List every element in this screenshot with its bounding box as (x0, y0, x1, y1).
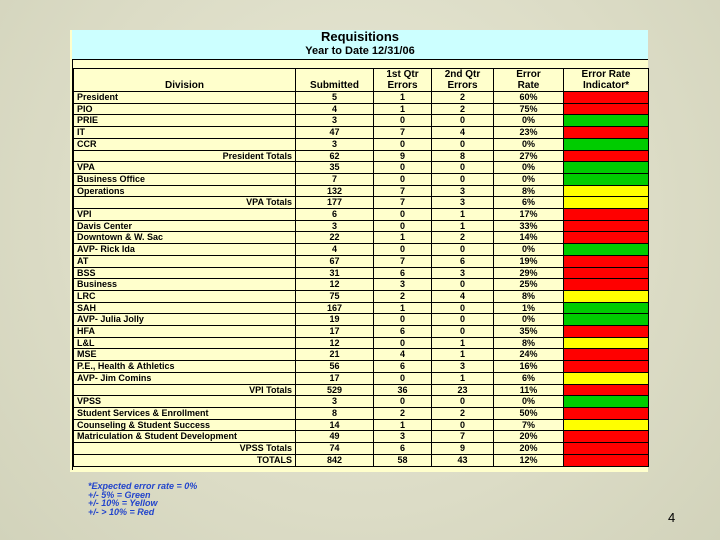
table-row (74, 255, 649, 267)
rate-cell: 8% (494, 185, 564, 197)
header-error-rate: Error Rate (494, 69, 564, 92)
q1-cell: 9 (374, 150, 432, 162)
table-row (74, 127, 649, 139)
table-row (74, 197, 649, 209)
q1-cell: 7 (374, 197, 432, 209)
division-cell: AVP- Julia Jolly (74, 314, 296, 326)
indicator-green (564, 314, 649, 326)
q2-cell: 0 (432, 314, 494, 326)
submitted-cell: 35 (296, 162, 374, 174)
table-row (74, 232, 649, 244)
q2-cell: 43 (432, 454, 494, 466)
q1-cell: 3 (374, 279, 432, 291)
submitted-cell: 67 (296, 255, 374, 267)
indicator-red (564, 255, 649, 267)
division-cell: President (74, 92, 296, 104)
legend-red: +/- > 10% = Red (88, 506, 155, 517)
table-row (74, 103, 649, 115)
division-cell: VPI (74, 209, 296, 221)
q1-cell: 0 (374, 173, 432, 185)
submitted-cell: 132 (296, 185, 374, 197)
rate-cell: 6% (494, 197, 564, 209)
rate-cell: 27% (494, 150, 564, 162)
q1-cell: 1 (374, 419, 432, 431)
rate-cell: 7% (494, 419, 564, 431)
submitted-cell: 47 (296, 127, 374, 139)
submitted-cell: 6 (296, 209, 374, 221)
indicator-red (564, 127, 649, 139)
submitted-cell: 4 (296, 103, 374, 115)
rate-cell: 20% (494, 431, 564, 443)
division-cell: CCR (74, 138, 296, 150)
q2-cell: 23 (432, 384, 494, 396)
q2-cell: 0 (432, 115, 494, 127)
division-cell: VPA (74, 162, 296, 174)
submitted-cell: 21 (296, 349, 374, 361)
submitted-cell: 56 (296, 361, 374, 373)
division-cell: VPSS Totals (74, 443, 296, 455)
q2-cell: 0 (432, 326, 494, 338)
table-row (74, 150, 649, 162)
q1-cell: 0 (374, 372, 432, 384)
rate-cell: 14% (494, 232, 564, 244)
q2-cell: 0 (432, 302, 494, 314)
submitted-cell: 74 (296, 443, 374, 455)
submitted-cell: 3 (296, 138, 374, 150)
header-submitted: Submitted (296, 69, 374, 92)
rate-cell: 0% (494, 138, 564, 150)
table-row (74, 220, 649, 232)
q2-cell: 1 (432, 209, 494, 221)
q2-cell: 3 (432, 361, 494, 373)
q2-cell: 8 (432, 150, 494, 162)
rate-cell: 8% (494, 290, 564, 302)
q1-cell: 1 (374, 92, 432, 104)
indicator-yellow (564, 419, 649, 431)
rate-cell: 0% (494, 314, 564, 326)
indicator-green (564, 115, 649, 127)
report-title: Requisitions (320, 29, 399, 44)
indicator-red (564, 431, 649, 443)
q1-cell: 0 (374, 314, 432, 326)
q1-cell: 36 (374, 384, 432, 396)
requisitions-table (73, 68, 649, 467)
submitted-cell: 17 (296, 326, 374, 338)
indicator-green (564, 138, 649, 150)
division-cell: SAH (74, 302, 296, 314)
q2-cell: 0 (432, 396, 494, 408)
legend-yellow: +/- 10% = Yellow (88, 498, 158, 508)
table-row (74, 407, 649, 419)
q2-cell: 3 (432, 197, 494, 209)
q1-cell: 0 (374, 396, 432, 408)
submitted-cell: 62 (296, 150, 374, 162)
q2-cell: 1 (432, 349, 494, 361)
rate-cell: 8% (494, 337, 564, 349)
rate-cell: 60% (494, 92, 564, 104)
table-row (74, 244, 649, 256)
indicator-yellow (564, 197, 649, 209)
submitted-cell: 75 (296, 290, 374, 302)
division-cell: Downtown & W. Sac (74, 232, 296, 244)
q2-cell: 0 (432, 419, 494, 431)
table-row (74, 431, 649, 443)
q1-cell: 6 (374, 326, 432, 338)
q1-cell: 0 (374, 244, 432, 256)
rate-cell: 1% (494, 302, 564, 314)
frame-divider (72, 59, 648, 60)
indicator-yellow (564, 185, 649, 197)
submitted-cell: 12 (296, 337, 374, 349)
rate-cell: 17% (494, 209, 564, 221)
indicator-green (564, 302, 649, 314)
submitted-cell: 177 (296, 197, 374, 209)
q1-cell: 6 (374, 267, 432, 279)
q1-cell: 58 (374, 454, 432, 466)
table-row (74, 314, 649, 326)
q2-cell: 4 (432, 127, 494, 139)
table-row (74, 209, 649, 221)
q1-cell: 0 (374, 138, 432, 150)
table-row (74, 396, 649, 408)
indicator-red (564, 407, 649, 419)
header-division: Division (74, 69, 296, 92)
q1-cell: 2 (374, 290, 432, 302)
division-cell: VPI Totals (74, 384, 296, 396)
q2-cell: 1 (432, 220, 494, 232)
q2-cell: 3 (432, 267, 494, 279)
q1-cell: 6 (374, 361, 432, 373)
table-row (74, 443, 649, 455)
division-cell: VPSS (74, 396, 296, 408)
legend-note: *Expected error rate = 0% (88, 481, 198, 491)
q2-cell: 0 (432, 279, 494, 291)
rate-cell: 0% (494, 115, 564, 127)
rate-cell: 0% (494, 162, 564, 174)
q2-cell: 2 (432, 232, 494, 244)
rate-cell: 16% (494, 361, 564, 373)
q1-cell: 4 (374, 349, 432, 361)
table-row (74, 454, 649, 466)
q1-cell: 1 (374, 103, 432, 115)
division-cell: MSE (74, 349, 296, 361)
division-cell: Business (74, 279, 296, 291)
q2-cell: 1 (432, 372, 494, 384)
indicator-red (564, 443, 649, 455)
division-cell: AVP- Jim Comins (74, 372, 296, 384)
q1-cell: 0 (374, 162, 432, 174)
q2-cell: 0 (432, 138, 494, 150)
q2-cell: 2 (432, 92, 494, 104)
indicator-green (564, 162, 649, 174)
submitted-cell: 49 (296, 431, 374, 443)
q1-cell: 2 (374, 407, 432, 419)
table-row (74, 302, 649, 314)
rate-cell: 29% (494, 267, 564, 279)
submitted-cell: 3 (296, 220, 374, 232)
indicator-red (564, 150, 649, 162)
division-cell: BSS (74, 267, 296, 279)
rate-cell: 0% (494, 396, 564, 408)
rate-cell: 0% (494, 173, 564, 185)
rate-cell: 24% (494, 349, 564, 361)
submitted-cell: 7 (296, 173, 374, 185)
division-cell: P.E., Health & Athletics (74, 361, 296, 373)
rate-cell: 75% (494, 103, 564, 115)
submitted-cell: 8 (296, 407, 374, 419)
legend-green: +/- 5% = Green (88, 489, 151, 500)
table-row (74, 290, 649, 302)
division-cell: L&L (74, 337, 296, 349)
q2-cell: 1 (432, 337, 494, 349)
division-cell: Counseling & Student Success (74, 419, 296, 431)
table-row (74, 92, 649, 104)
table-row (74, 185, 649, 197)
q1-cell: 3 (374, 431, 432, 443)
q1-cell: 1 (374, 232, 432, 244)
submitted-cell: 17 (296, 372, 374, 384)
submitted-cell: 31 (296, 267, 374, 279)
header-q2-errors: 2nd Qtr Errors (432, 69, 494, 92)
q2-cell: 9 (432, 443, 494, 455)
submitted-cell: 529 (296, 384, 374, 396)
rate-cell: 35% (494, 326, 564, 338)
division-cell: PRIE (74, 115, 296, 127)
rate-cell: 33% (494, 220, 564, 232)
q1-cell: 1 (374, 302, 432, 314)
table-row (74, 279, 649, 291)
division-cell: AT (74, 255, 296, 267)
table-row (74, 372, 649, 384)
q1-cell: 7 (374, 127, 432, 139)
submitted-cell: 12 (296, 279, 374, 291)
table-row (74, 361, 649, 373)
q1-cell: 7 (374, 185, 432, 197)
indicator-green (564, 244, 649, 256)
rate-cell: 0% (494, 244, 564, 256)
rate-cell: 23% (494, 127, 564, 139)
q2-cell: 4 (432, 290, 494, 302)
table-row (74, 115, 649, 127)
indicator-yellow (564, 290, 649, 302)
indicator-red (564, 454, 649, 466)
rate-cell: 20% (494, 443, 564, 455)
division-cell: Davis Center (74, 220, 296, 232)
indicator-red (564, 267, 649, 279)
rate-cell: 19% (494, 255, 564, 267)
indicator-red (564, 279, 649, 291)
indicator-red (564, 220, 649, 232)
table-row (74, 384, 649, 396)
table-row (74, 173, 649, 185)
submitted-cell: 4 (296, 244, 374, 256)
submitted-cell: 5 (296, 92, 374, 104)
table-row (74, 267, 649, 279)
division-cell: Business Office (74, 173, 296, 185)
table-row (74, 326, 649, 338)
division-cell: VPA Totals (74, 197, 296, 209)
submitted-cell: 3 (296, 115, 374, 127)
legend (88, 482, 197, 516)
q2-cell: 2 (432, 407, 494, 419)
indicator-green (564, 173, 649, 185)
table-header-row (74, 69, 649, 92)
indicator-red (564, 209, 649, 221)
rate-cell: 12% (494, 454, 564, 466)
q2-cell: 6 (432, 255, 494, 267)
table-row (74, 138, 649, 150)
q2-cell: 2 (432, 103, 494, 115)
q2-cell: 0 (432, 162, 494, 174)
q2-cell: 3 (432, 185, 494, 197)
submitted-cell: 14 (296, 419, 374, 431)
table-row (74, 349, 649, 361)
q1-cell: 0 (374, 337, 432, 349)
indicator-red (564, 326, 649, 338)
indicator-red (564, 349, 649, 361)
division-cell: Matriculation & Student Development (74, 431, 296, 443)
submitted-cell: 19 (296, 314, 374, 326)
indicator-yellow (564, 372, 649, 384)
indicator-red (564, 384, 649, 396)
division-cell: HFA (74, 326, 296, 338)
q1-cell: 7 (374, 255, 432, 267)
q2-cell: 7 (432, 431, 494, 443)
division-cell: PIO (74, 103, 296, 115)
submitted-cell: 842 (296, 454, 374, 466)
rate-cell: 50% (494, 407, 564, 419)
rate-cell: 11% (494, 384, 564, 396)
q1-cell: 0 (374, 115, 432, 127)
rate-cell: 6% (494, 372, 564, 384)
division-cell: IT (74, 127, 296, 139)
indicator-green (564, 396, 649, 408)
indicator-red (564, 361, 649, 373)
submitted-cell: 22 (296, 232, 374, 244)
rate-cell: 25% (494, 279, 564, 291)
division-cell: Student Services & Enrollment (74, 407, 296, 419)
q2-cell: 0 (432, 173, 494, 185)
header-indicator: Error Rate Indicator* (564, 69, 649, 92)
submitted-cell: 167 (296, 302, 374, 314)
division-cell: AVP- Rick Ida (74, 244, 296, 256)
indicator-red (564, 103, 649, 115)
q1-cell: 6 (374, 443, 432, 455)
indicator-red (564, 92, 649, 104)
page-number: 4 (668, 510, 676, 525)
q1-cell: 0 (374, 220, 432, 232)
report-subtitle: Year to Date 12/31/06 (305, 45, 415, 57)
division-cell: Operations (74, 185, 296, 197)
table-row (74, 419, 649, 431)
q1-cell: 0 (374, 209, 432, 221)
division-cell: TOTALS (74, 454, 296, 466)
indicator-red (564, 232, 649, 244)
table-row (74, 337, 649, 349)
indicator-yellow (564, 337, 649, 349)
division-cell: President Totals (74, 150, 296, 162)
table-row (74, 162, 649, 174)
division-cell: LRC (74, 290, 296, 302)
header-q1-errors: 1st Qtr Errors (374, 69, 432, 92)
submitted-cell: 3 (296, 396, 374, 408)
q2-cell: 0 (432, 244, 494, 256)
